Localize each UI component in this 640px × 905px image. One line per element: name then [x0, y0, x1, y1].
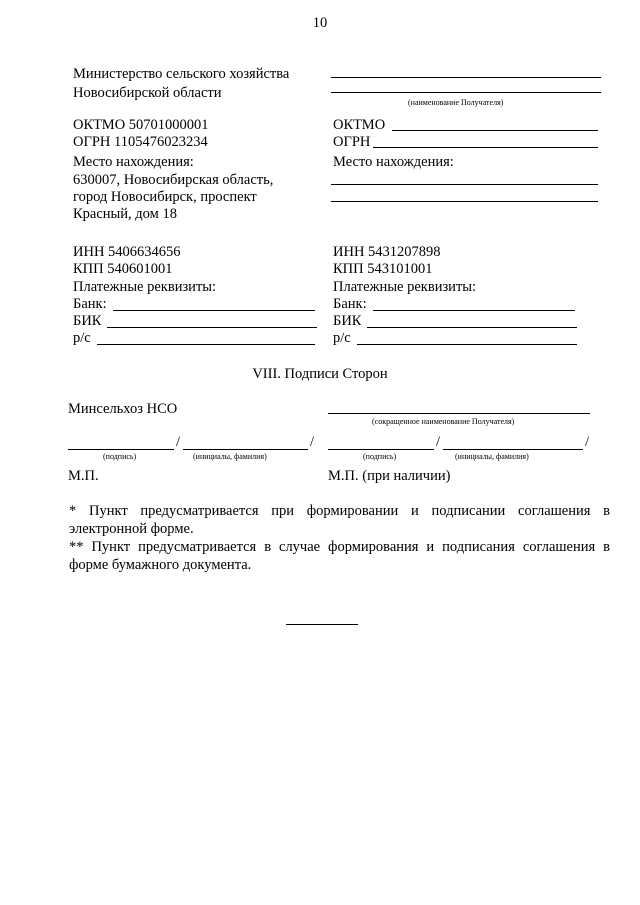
recipient-address-line1: [331, 184, 598, 185]
ministry-address-line1: 630007, Новосибирская область,: [73, 172, 274, 188]
right-party-caption: (сокращенное наименование Получателя): [372, 417, 515, 426]
recipient-bank-line: [373, 310, 575, 311]
right-seal: М.П. (при наличии): [328, 468, 451, 484]
recipient-account-line: [357, 344, 577, 345]
ministry-inn: ИНН 5406634656: [73, 244, 181, 260]
ministry-payment-label: Платежные реквизиты:: [73, 279, 217, 295]
footnote-electronic: * Пункт предусматривается при формировании и подписании соглашения в электронной форме.: [69, 503, 610, 537]
recipient-kpp: КПП 543101001: [333, 261, 433, 277]
recipient-oktmo-line: [392, 130, 598, 131]
right-initials-caption: (инициалы, фамилия): [455, 452, 529, 461]
ministry-account-label: р/с: [73, 330, 91, 346]
left-party-name: Минсельхоз НСО: [68, 401, 178, 417]
recipient-address-line2: [331, 201, 598, 202]
ministry-address-line2: город Новосибирск, проспект: [73, 189, 257, 205]
left-signature-line: [68, 449, 174, 450]
ministry-bik-line: [107, 327, 317, 328]
recipient-name-line2: [331, 92, 601, 93]
ministry-oktmo: ОКТМО 50701000001: [73, 117, 209, 133]
ministry-bank-label: Банк:: [73, 296, 107, 312]
right-signature-caption: (подпись): [363, 452, 397, 461]
ministry-address-line3: Красный, дом 18: [73, 206, 177, 222]
recipient-payment-label: Платежные реквизиты:: [333, 279, 477, 295]
ministry-kpp: КПП 540601001: [73, 261, 173, 277]
recipient-name-line1: [331, 77, 601, 78]
left-signature-slash: /: [176, 434, 181, 450]
recipient-inn: ИНН 5431207898: [333, 244, 441, 260]
left-seal: М.П.: [68, 468, 99, 484]
ministry-ogrn: ОГРН 1105476023234: [73, 134, 208, 150]
left-initials-caption: (инициалы, фамилия): [193, 452, 267, 461]
section-title: VIII. Подписи Сторон: [252, 366, 388, 382]
recipient-location-label: Место нахождения:: [333, 154, 454, 170]
recipient-bank-label: Банк:: [333, 296, 367, 312]
ministry-name-line2: Новосибирской области: [73, 85, 222, 101]
ministry-location-label: Место нахождения:: [73, 154, 194, 170]
ministry-name-line1: Министерство сельского хозяйства: [73, 66, 290, 82]
right-initials-line: [443, 449, 583, 450]
recipient-bik-label: БИК: [333, 313, 362, 329]
ministry-bank-line: [113, 310, 315, 311]
right-signature-slash: /: [436, 434, 441, 450]
page-number: 10: [312, 15, 328, 31]
recipient-bik-line: [367, 327, 577, 328]
left-signature-caption: (подпись): [103, 452, 137, 461]
right-signature-line: [328, 449, 434, 450]
recipient-ogrn-line: [373, 147, 598, 148]
closing-separator: [286, 624, 358, 625]
recipient-oktmo-label: ОКТМО: [333, 117, 386, 133]
ministry-account-line: [97, 344, 315, 345]
left-initials-slash: /: [310, 434, 315, 450]
left-initials-line: [183, 449, 308, 450]
recipient-name-caption: (наименование Получателя): [408, 98, 504, 107]
recipient-account-label: р/с: [333, 330, 351, 346]
recipient-ogrn-label: ОГРН: [333, 134, 371, 150]
right-party-name-line: [328, 413, 590, 414]
footnote-paper: ** Пункт предусматривается в случае формирования и подписания соглашения в форме бумажного документа.: [69, 539, 610, 573]
right-initials-slash: /: [585, 434, 590, 450]
ministry-bik-label: БИК: [73, 313, 102, 329]
